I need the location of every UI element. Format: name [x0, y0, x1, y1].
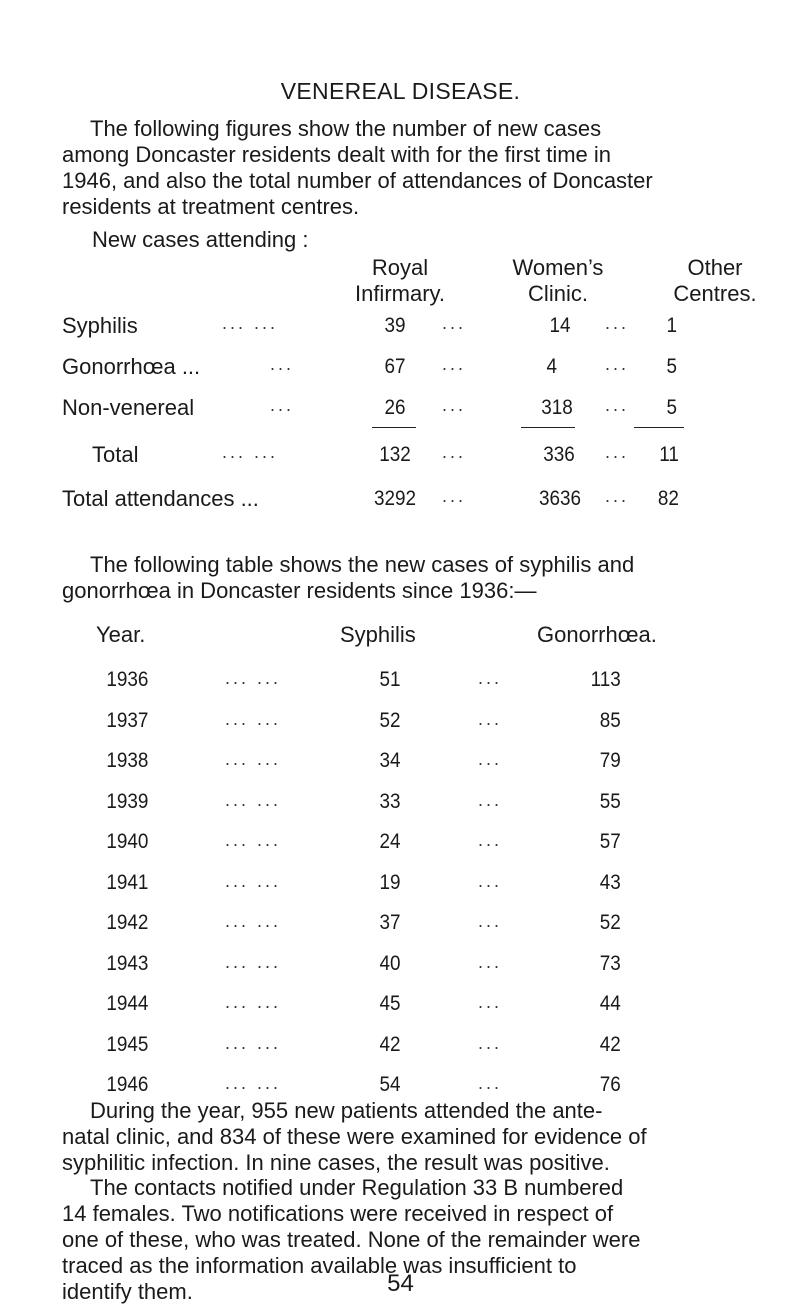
leader-dots: ... ...	[225, 1073, 282, 1093]
year-cell: 1945	[106, 1033, 149, 1056]
leader-dots: ...	[605, 395, 630, 415]
leader-dots: ...	[605, 354, 630, 374]
header-syphilis: Syphilis	[340, 622, 416, 647]
total-rule	[372, 427, 416, 428]
leader-dots: ...	[605, 442, 630, 462]
leader-dots: ...	[478, 911, 503, 931]
header-line: Royal	[371, 255, 429, 280]
para3-line: natal clinic, and 834 of these were examined for evidence of	[62, 1124, 647, 1149]
header-gonorrhoea: Gonorrhœa.	[537, 622, 657, 647]
header-line: Centres.	[673, 281, 757, 306]
leader-dots: ... ...	[225, 668, 282, 688]
row-label-non-venereal: Non-venereal	[62, 395, 195, 420]
cell-value: 132	[379, 443, 411, 466]
header-royal-infirmary	[345, 255, 455, 307]
gonorrhoea-cell: 113	[590, 668, 621, 691]
para3-line: During the year, 955 new patients attended the ante-	[90, 1098, 603, 1123]
total-rule	[521, 427, 575, 428]
leader-dots: ...	[478, 952, 503, 972]
leader-dots: ...	[478, 992, 503, 1012]
header-other-centres	[660, 255, 770, 307]
cell-value: 26	[384, 396, 406, 419]
cell-value: 82	[657, 487, 679, 510]
leader-dots: ...	[478, 830, 503, 850]
year-cell: 1946	[106, 1073, 149, 1096]
syphilis-cell: 45	[379, 992, 401, 1015]
leader-dots: ...	[442, 395, 467, 415]
leader-dots: ... ...	[225, 992, 282, 1012]
syphilis-cell: 51	[379, 668, 401, 691]
gonorrhoea-cell: 52	[599, 911, 621, 934]
total-rule	[634, 427, 684, 428]
leader-dots: ...	[442, 442, 467, 462]
row-label-syphilis: Syphilis	[62, 313, 138, 338]
header-line: Clinic.	[528, 281, 588, 306]
leader-dots: ...	[442, 313, 467, 333]
para4-line: traced as the information available was insufficient to	[62, 1253, 577, 1278]
leader-dots: ...	[442, 486, 467, 506]
syphilis-cell: 33	[379, 790, 401, 813]
gonorrhoea-cell: 79	[599, 749, 621, 772]
page-title: VENEREAL DISEASE.	[280, 78, 521, 104]
leader-dots: ... ...	[225, 790, 282, 810]
year-cell: 1938	[106, 749, 149, 772]
leader-dots: ... ...	[222, 313, 279, 333]
header-year: Year.	[96, 622, 146, 647]
cell-value: 11	[659, 443, 679, 466]
cell-value: 39	[384, 314, 406, 337]
header-womens-clinic	[498, 255, 618, 307]
cell-value: 5	[666, 355, 677, 378]
year-cell: 1940	[106, 830, 149, 853]
syphilis-cell: 40	[379, 952, 401, 975]
leader-dots: ...	[478, 709, 503, 729]
leader-dots: ...	[478, 668, 503, 688]
year-cell: 1944	[106, 992, 149, 1015]
leader-dots: ...	[478, 790, 503, 810]
intro-line: among Doncaster residents dealt with for the first time in	[62, 142, 612, 167]
leader-dots: ...	[478, 749, 503, 769]
intro-line: residents at treatment centres.	[62, 194, 360, 219]
cell-value: 318	[541, 396, 573, 419]
cell-value: 336	[543, 443, 575, 466]
syphilis-cell: 34	[379, 749, 401, 772]
gonorrhoea-cell: 43	[599, 871, 621, 894]
leader-dots: ... ...	[222, 442, 279, 462]
cell-value: 5	[666, 396, 677, 419]
para3-line: syphilitic infection. In nine cases, the result was positive.	[62, 1150, 610, 1175]
year-cell: 1939	[106, 790, 149, 813]
year-cell: 1941	[106, 871, 149, 894]
gonorrhoea-cell: 55	[599, 790, 621, 813]
row-label-gonorrhoea: Gonorrhœa ...	[62, 354, 201, 379]
leader-dots: ... ...	[225, 830, 282, 850]
header-line: Other	[687, 255, 743, 280]
syphilis-cell: 52	[379, 709, 401, 732]
leader-dots: ...	[605, 313, 630, 333]
gonorrhoea-cell: 44	[599, 992, 621, 1015]
year-cell: 1942	[106, 911, 149, 934]
intro2-paragraph	[62, 552, 752, 604]
leader-dots: ...	[605, 486, 630, 506]
cell-value: 14	[549, 314, 571, 337]
cell-value: 4	[546, 355, 557, 378]
para4-line: 14 females. Two notifications were received in respect of	[62, 1201, 614, 1226]
para4-line: The contacts notified under Regulation 33 B numbered	[90, 1175, 624, 1200]
gonorrhoea-cell: 73	[599, 952, 621, 975]
header-line: Women’s	[512, 255, 604, 280]
page-number: 54	[387, 1270, 414, 1297]
leader-dots: ...	[442, 354, 467, 374]
row-label-total: Total	[92, 442, 139, 467]
cell-value: 1	[666, 314, 677, 337]
syphilis-cell: 54	[379, 1073, 401, 1096]
year-cell: 1936	[106, 668, 149, 691]
intro2-line: The following table shows the new cases of syphilis and	[90, 552, 635, 577]
cell-value: 3636	[538, 487, 582, 510]
year-cell: 1937	[106, 709, 149, 732]
syphilis-cell: 42	[379, 1033, 401, 1056]
new-cases-label: New cases attending :	[92, 227, 309, 252]
cell-value: 3292	[373, 487, 417, 510]
intro-line: The following figures show the number of new cases	[90, 116, 602, 141]
leader-dots: ... ...	[225, 911, 282, 931]
leader-dots: ...	[478, 871, 503, 891]
leader-dots: ... ...	[225, 871, 282, 891]
gonorrhoea-cell: 76	[599, 1073, 621, 1096]
para4-line: one of these, who was treated. None of the remainder were	[62, 1227, 641, 1252]
gonorrhoea-cell: 57	[599, 830, 621, 853]
leader-dots: ...	[270, 395, 295, 415]
leader-dots: ...	[478, 1033, 503, 1053]
antenatal-paragraph	[62, 1098, 752, 1176]
header-line: Infirmary.	[354, 281, 446, 306]
para4-line: identify them.	[62, 1279, 193, 1304]
leader-dots: ... ...	[225, 952, 282, 972]
leader-dots: ... ...	[225, 709, 282, 729]
cell-value: 67	[384, 355, 406, 378]
leader-dots: ...	[270, 354, 295, 374]
leader-dots: ...	[478, 1073, 503, 1093]
leader-dots: ... ...	[225, 1033, 282, 1053]
syphilis-cell: 19	[379, 871, 401, 894]
gonorrhoea-cell: 42	[599, 1033, 621, 1056]
intro2-line: gonorrhœa in Doncaster residents since 1936:—	[62, 578, 537, 603]
leader-dots: ... ...	[225, 749, 282, 769]
year-cell: 1943	[106, 952, 149, 975]
intro-line: 1946, and also the total number of attendances of Doncaster	[62, 168, 653, 193]
intro-paragraph	[62, 116, 752, 220]
syphilis-cell: 37	[379, 911, 401, 934]
row-label-total-attendances: Total attendances ...	[62, 486, 259, 511]
syphilis-cell: 24	[379, 830, 401, 853]
gonorrhoea-cell: 85	[599, 709, 621, 732]
